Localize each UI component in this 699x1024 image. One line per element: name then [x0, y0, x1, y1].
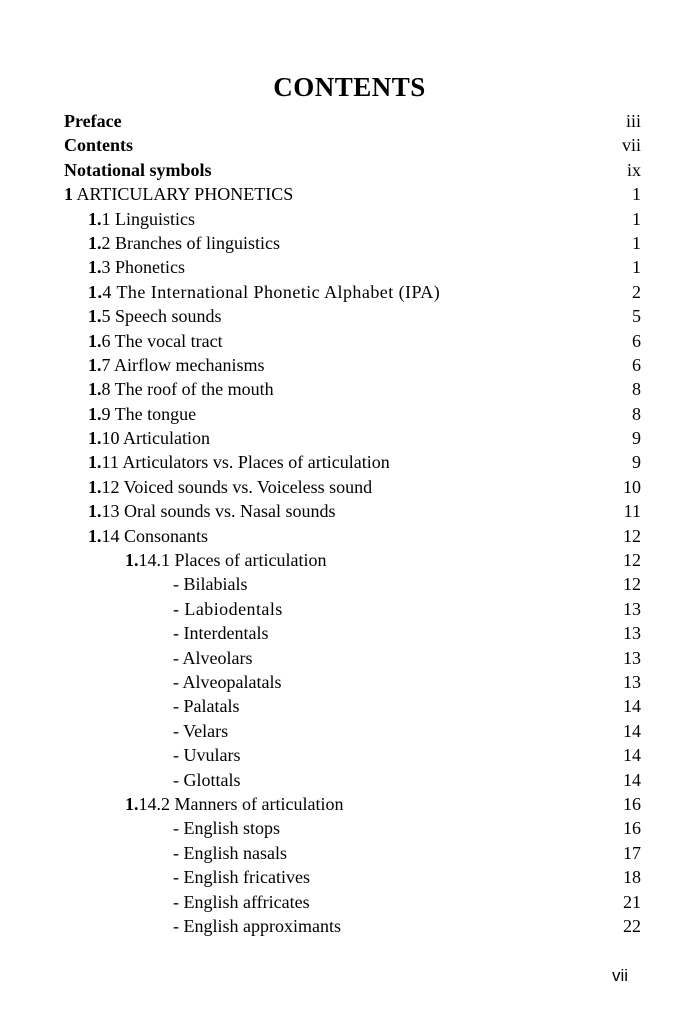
toc-entry-notational-symbols[interactable]	[64, 158, 641, 182]
toc-entry-1-4[interactable]	[64, 280, 641, 304]
toc-page-number: 5	[632, 306, 641, 327]
toc-page-number: 10	[623, 476, 641, 497]
toc-entry-label: Preface	[64, 111, 122, 131]
toc-entry-chapter-1[interactable]	[64, 182, 641, 206]
toc-entry-english-nasals[interactable]	[64, 841, 641, 865]
toc-entry-label: - English affricates	[173, 891, 310, 912]
toc-entry-label: - English stops	[173, 818, 281, 839]
toc-entry-label: 1 Linguistics	[101, 208, 195, 229]
toc-entry-1-9[interactable]	[64, 402, 641, 426]
toc-page-number: 12	[623, 525, 641, 546]
page-title: CONTENTS	[273, 72, 426, 102]
toc-entry-number: 1.	[88, 428, 102, 449]
toc-page-number: 14	[623, 720, 641, 741]
toc-entry-english-approximants[interactable]	[64, 914, 641, 938]
toc-page-number: 13	[623, 598, 641, 619]
toc-entry-palatals[interactable]	[64, 694, 641, 718]
toc-entry-number: 1.	[88, 379, 102, 400]
toc-entry-label: 12 Voiced sounds vs. Voiceless sound	[101, 476, 373, 497]
toc-entry-label: 7 Airflow mechanisms	[101, 354, 265, 375]
toc-page-number: 12	[623, 550, 641, 571]
toc-page-number: 21	[623, 891, 641, 912]
toc-entry-label: ARTICULARY PHONETICS	[73, 184, 294, 205]
toc-page-number: 1	[632, 184, 641, 205]
toc-page-number: iii	[625, 111, 641, 131]
toc-entry-contents[interactable]	[64, 133, 641, 157]
toc-page-number: 6	[632, 330, 641, 351]
toc-entry-label: - Glottals	[173, 769, 241, 790]
toc-entry-english-fricatives[interactable]	[64, 865, 641, 889]
toc-entry-1-14[interactable]	[64, 524, 641, 548]
toc-entry-glottals[interactable]	[64, 768, 641, 792]
toc-entry-number: 1.	[125, 550, 139, 571]
toc-entry-number: 1.	[88, 208, 102, 229]
toc-entry-label: 2 Branches of linguistics	[101, 232, 280, 253]
toc-entry-1-13[interactable]	[64, 499, 641, 523]
toc-entry-number: 1	[64, 184, 73, 205]
toc-entry-alveolars[interactable]	[64, 646, 641, 670]
toc-entry-label: 5 Speech sounds	[101, 306, 222, 327]
toc-entry-number: 1.	[88, 354, 102, 375]
toc-entry-label: 13 Oral sounds vs. Nasal sounds	[101, 501, 336, 522]
toc-entry-label: 9 The tongue	[101, 403, 197, 424]
toc-entry-1-8[interactable]	[64, 377, 641, 401]
toc-page-number: 17	[623, 842, 641, 863]
toc-entry-label: - Labiodentals	[173, 598, 283, 619]
toc-entry-interdentals[interactable]	[64, 621, 641, 645]
page-folio: vii	[612, 966, 629, 985]
toc-entry-label: 10 Articulation	[101, 428, 210, 449]
toc-entry-number: 1.	[125, 793, 139, 814]
toc-entry-1-6[interactable]	[64, 329, 641, 353]
toc-page-number: 13	[623, 647, 641, 668]
toc-entry-uvulars[interactable]	[64, 743, 641, 767]
toc-entry-number: 1.	[88, 281, 103, 302]
toc-page-number: 1	[632, 232, 641, 253]
toc-entry-label: - Palatals	[173, 696, 240, 717]
toc-entry-1-2[interactable]	[64, 231, 641, 255]
table-of-contents	[64, 109, 641, 938]
toc-entry-1-11[interactable]	[64, 450, 641, 474]
toc-entry-label: - Alveopalatals	[173, 671, 282, 692]
toc-entry-velars[interactable]	[64, 719, 641, 743]
toc-entry-number: 1.	[88, 452, 102, 473]
toc-page-number: 11	[623, 501, 641, 522]
toc-entry-1-3[interactable]	[64, 255, 641, 279]
toc-entry-label: 11 Articulators vs. Places of articulation	[101, 452, 390, 473]
toc-entry-label: - Alveolars	[173, 647, 253, 668]
toc-page-number: 22	[623, 915, 641, 936]
toc-page-number: 14	[623, 769, 641, 790]
toc-entry-1-12[interactable]	[64, 475, 641, 499]
toc-page-number: 9	[632, 428, 641, 449]
toc-entry-preface[interactable]	[64, 109, 641, 133]
toc-page-number: 2	[632, 281, 641, 302]
toc-entry-label: 14.2 Manners of articulation	[138, 793, 344, 814]
toc-entry-label: - English approximants	[173, 915, 341, 936]
toc-page-number: 6	[632, 354, 641, 375]
toc-page-number: 13	[623, 671, 641, 692]
toc-entry-label: Contents	[64, 135, 134, 156]
toc-entry-1-10[interactable]	[64, 426, 641, 450]
toc-page-number: 16	[623, 818, 641, 839]
toc-page-number: 1	[632, 208, 641, 229]
toc-entry-number: 1.	[88, 476, 102, 497]
toc-page-number: 18	[623, 867, 641, 888]
toc-entry-english-stops[interactable]	[64, 816, 641, 840]
toc-entry-number: 1.	[88, 525, 102, 546]
toc-entry-alveopalatals[interactable]	[64, 670, 641, 694]
toc-entry-label: 14.1 Places of articulation	[138, 550, 327, 571]
toc-entry-number: 1.	[88, 232, 102, 253]
toc-page-number: vii	[621, 135, 641, 156]
toc-entry-label: 8 The roof of the mouth	[101, 379, 274, 400]
toc-entry-number: 1.	[88, 257, 102, 278]
toc-page-number: 8	[632, 379, 641, 400]
toc-entry-number: 1.	[88, 306, 102, 327]
toc-page-number: 9	[632, 452, 641, 473]
toc-entry-1-5[interactable]	[64, 304, 641, 328]
toc-page-number: 16	[623, 793, 641, 814]
toc-entry-1-7[interactable]	[64, 353, 641, 377]
toc-page-number: 8	[632, 403, 641, 424]
toc-entry-labiodentals[interactable]	[64, 597, 641, 621]
toc-entry-number: 1.	[88, 501, 102, 522]
toc-entry-label: - Uvulars	[173, 745, 241, 766]
toc-entry-1-1[interactable]	[64, 207, 641, 231]
toc-entry-label: - Velars	[173, 720, 229, 741]
toc-page-number: 14	[623, 696, 641, 717]
toc-entry-label: - Interdentals	[173, 623, 269, 644]
toc-entry-english-affricates[interactable]	[64, 890, 641, 914]
toc-entry-label: Notational symbols	[64, 159, 212, 180]
toc-entry-label: - English nasals	[173, 842, 287, 863]
toc-entry-label: 14 Consonants	[101, 525, 209, 546]
toc-entry-label: 4 The International Phonetic Alphabet (IPA)	[102, 281, 441, 302]
toc-entry-label: - English fricatives	[173, 867, 310, 888]
toc-entry-label: 3 Phonetics	[101, 257, 185, 278]
toc-entry-bilabials[interactable]	[64, 572, 641, 596]
toc-page-number: ix	[626, 159, 641, 180]
toc-entry-1-14-1[interactable]	[64, 548, 641, 572]
toc-page-number: 13	[623, 623, 641, 644]
toc-entry-number: 1.	[88, 330, 102, 351]
toc-page-number: 1	[632, 257, 641, 278]
toc-entry-1-14-2[interactable]	[64, 792, 641, 816]
toc-page-number: 14	[623, 745, 641, 766]
toc-page-number: 12	[623, 574, 641, 595]
toc-entry-label: - Bilabials	[173, 574, 248, 595]
toc-entry-label: 6 The vocal tract	[101, 330, 223, 351]
toc-entry-number: 1.	[88, 403, 102, 424]
